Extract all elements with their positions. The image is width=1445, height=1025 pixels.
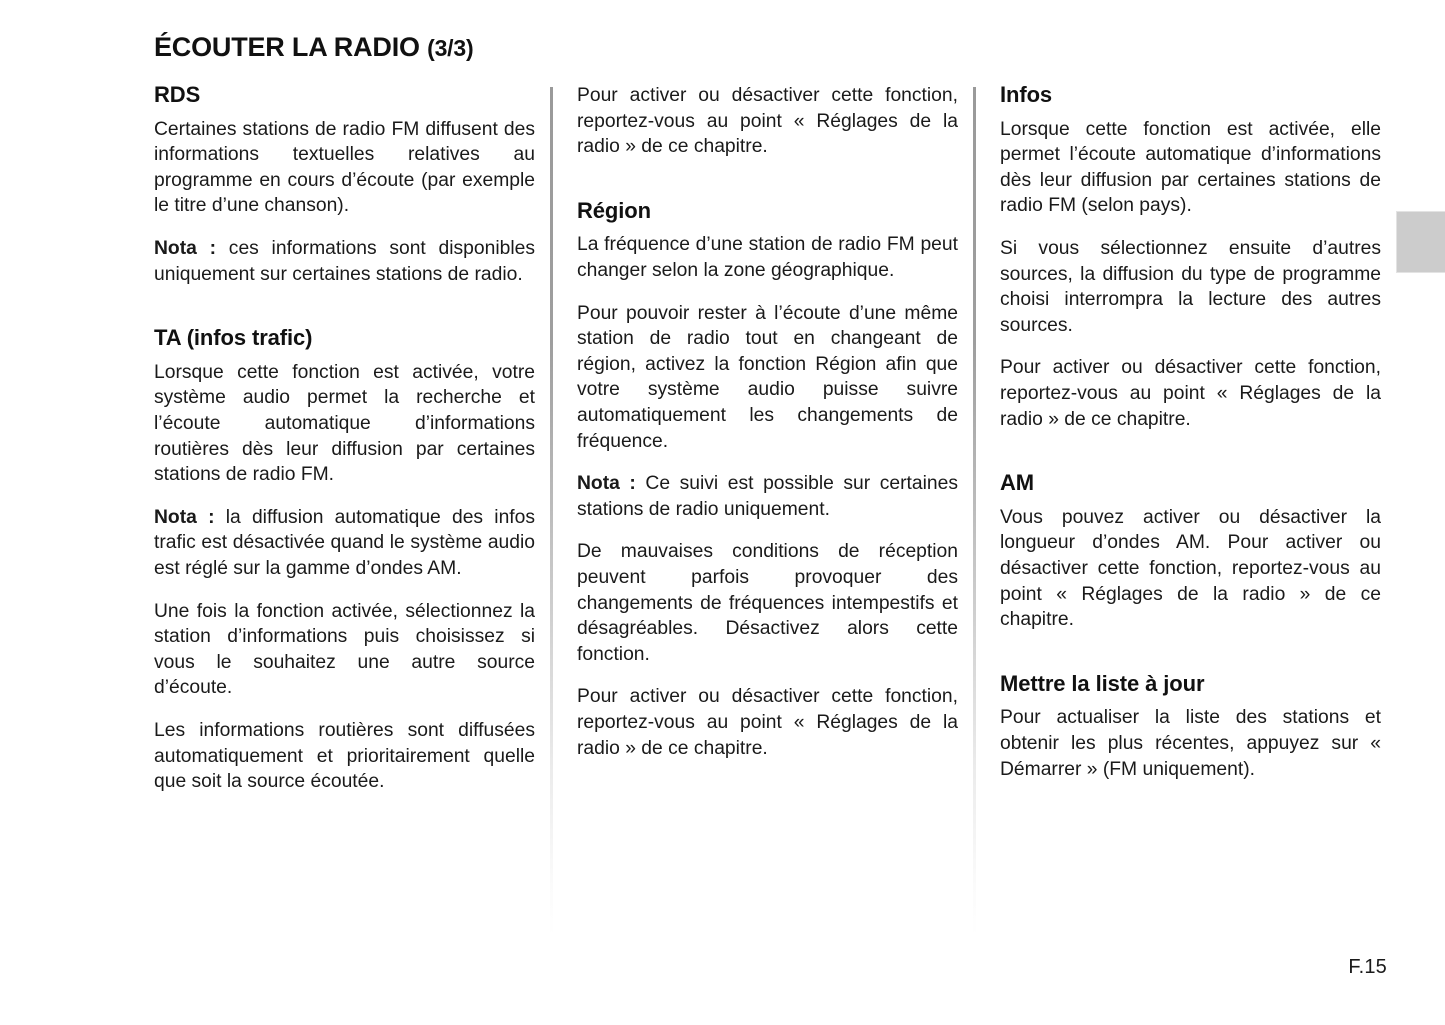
spacer: [1000, 449, 1381, 471]
section-heading-am: AM: [1000, 470, 1035, 496]
paragraph: Vous pouvez activer ou désactiver la longueur d’ondes AM. Pour activer ou désactiver cette fonction, reportez-vous au point « Réglages de la radio » de ce chapitre.: [1000, 506, 1381, 631]
paragraph-nota: [154, 236, 535, 287]
column-separator-2: [973, 87, 976, 937]
page-title: [154, 32, 473, 63]
paragraph: Pour activer ou désactiver cette fonction, reportez-vous au point « Réglages de la radio » de ce chapitre.: [1000, 357, 1381, 430]
column-2: [577, 83, 958, 761]
section-heading-rds: RDS: [154, 82, 201, 107]
paragraph: Pour pouvoir rester à l’écoute d’une même station de radio tout en changeant de région, activez la fonction Région afin que votre système audio puisse suivre automatiquement les changements de fréquence.: [577, 302, 958, 452]
paragraph: Une fois la fonction activée, sélectionnez la station d’informations puis choisissez si vous le souhaitez une autre source d’écoute.: [154, 600, 535, 699]
paragraph: Certaines stations de radio FM diffusent des informations textuelles relatives au programme en cours d’écoute (par exemple le titre d’une chanson).: [154, 118, 535, 217]
paragraph: La fréquence d’une station de radio FM peut changer selon la zone géographique.: [577, 234, 958, 281]
section-heading-ta: TA (infos trafic): [154, 325, 313, 351]
paragraph: De mauvaises conditions de réception peuvent parfois provoquer des changements de fréquences intempestifs et désagréables. Désactivez alors cette fonction.: [577, 541, 958, 665]
column-separator-1: [550, 87, 553, 937]
spacer: [577, 177, 958, 199]
nota-text: la diffusion automatique des infos trafic est désactivée quand le système audio est réglé sur la gamme d’ondes AM.: [154, 506, 536, 579]
paragraph: Lorsque cette fonction est activée, elle permet l’écoute automatique d’informations dès leur diffusion par certaines stations de radio FM (selon pays).: [1000, 118, 1381, 217]
spacer: [154, 304, 535, 326]
page-title-main: ÉCOUTER LA RADIO: [154, 32, 420, 62]
nota-lead: Nota :: [154, 238, 217, 259]
nota-lead: Nota :: [577, 473, 636, 495]
section-heading-mettre-la-liste-a-jour: Mettre la liste à jour: [1000, 670, 1205, 696]
section-heading-region: Région: [577, 197, 651, 223]
paragraph: Si vous sélectionnez ensuite d’autres sources, la diffusion du type de programme choisi interrompra la lecture des autres sources.: [1000, 238, 1381, 336]
section-heading-infos: Infos: [1000, 82, 1053, 107]
paragraph: Lorsque cette fonction est activée, votre système audio permet la recherche et l’écoute automatique d’informations routières dès leur diffusion par certaines stations de radio FM.: [154, 361, 535, 486]
paragraph: Pour activer ou désactiver cette fonction, reportez-vous au point « Réglages de la radio » de ce chapitre.: [577, 686, 958, 759]
paragraph: Les informations routières sont diffusées automatiquement et prioritairement quelle que soit la source écoutée.: [154, 719, 535, 793]
column-1: [154, 83, 535, 795]
chapter-tab-marker: [1396, 211, 1445, 273]
nota-lead: Nota :: [154, 506, 215, 528]
paragraph-nota: [154, 505, 535, 582]
page-number: F.15: [1348, 956, 1387, 978]
nota-text: Ce suivi est possible sur certaines stations de radio uniquement.: [577, 473, 958, 520]
spacer: [1000, 650, 1381, 672]
paragraph: Pour activer ou désactiver cette fonction, reportez-vous au point « Réglages de la radio » de ce chapitre.: [577, 85, 958, 158]
nota-text: ces informations sont disponibles uniquement sur certaines stations de radio.: [154, 238, 536, 285]
paragraph-nota: [577, 471, 958, 522]
paragraph: Pour actualiser la liste des stations et obtenir les plus récentes, appuyez sur « Démarrer » (FM uniquement).: [1000, 707, 1381, 780]
page-title-suffix: (3/3): [427, 35, 474, 61]
column-3: [1000, 83, 1381, 782]
